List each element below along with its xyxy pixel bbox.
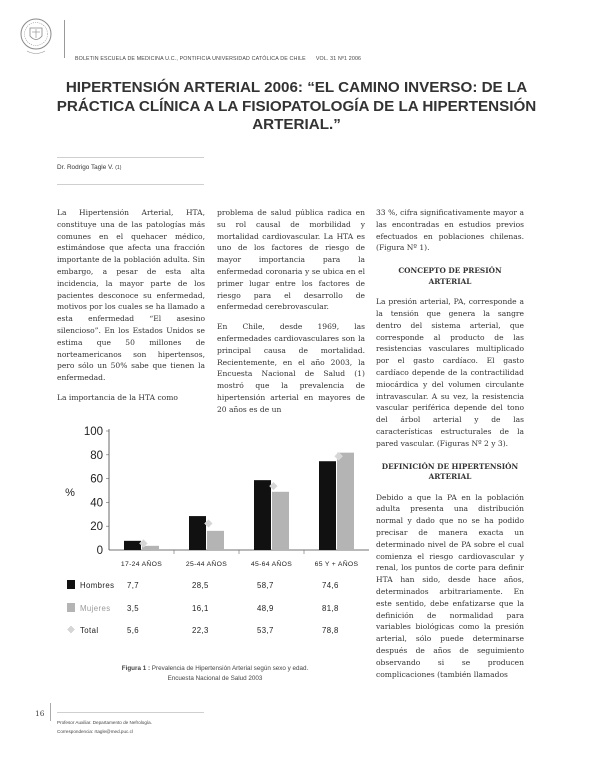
body-column-1: [57, 207, 205, 412]
page-number: 16: [35, 709, 45, 718]
caption-label: Figura 1 :: [121, 665, 151, 672]
bar-mujeres: [207, 531, 224, 550]
figure-caption: [100, 664, 330, 683]
section-heading: CONCEPTO DE PRESIÓN ARTERIAL: [398, 266, 502, 286]
y-tick-label: 60: [90, 473, 103, 486]
data-table-cell: 5,6: [127, 626, 140, 635]
legend-swatch-mujeres: [67, 603, 75, 612]
caption-text: Prevalencia de Hipertensión Arterial según sexo y edad.: [150, 665, 309, 672]
author-name: Dr. Rodrigo Tagle V.: [57, 164, 114, 171]
legend-marker-total: [68, 626, 75, 633]
data-table-cell: 53,7: [257, 626, 274, 635]
data-table-cell: 58,7: [257, 581, 274, 590]
header-divider: [64, 20, 65, 58]
running-head: [75, 56, 361, 62]
paragraph: problema de salud pública radica en su rol causal de morbilidad y mortalidad cardiovascular. La HTA es uno de los factores de riesgo de mayor importancia para la enfermedad coronaria y se ubica en el primer lugar entre los factores de riesgo para el desarrollo de enfermedad cerebrovascular.: [217, 208, 365, 312]
body-column-2: [217, 207, 365, 424]
author-top-rule: [57, 157, 204, 158]
data-table-cell: 16,1: [192, 604, 209, 613]
data-table-cell: 7,7: [127, 581, 140, 590]
bar-hombres: [254, 480, 271, 550]
university-seal-logo: [19, 17, 53, 57]
data-table-cell: 74,6: [322, 581, 339, 590]
legend-label: Total: [80, 626, 99, 635]
bar-hombres: [319, 461, 336, 550]
footnote-rule: [57, 712, 204, 713]
paragraph: En Chile, desde 1969, las enfermedades cardiovasculares son la principal causa de mortalidad. Recientemente, en el año 2003, la Encuesta Nacional de Salud (1) mostró que la prevalencia de hipertensión arterial en mayores de 20 años es de un: [217, 322, 365, 414]
footnote-correspondence: Correspondencia: rtagle@med.puc.cl: [57, 729, 133, 734]
data-table-cell: 48,9: [257, 604, 274, 613]
legend-label: Hombres: [80, 581, 115, 590]
bar-mujeres: [337, 453, 354, 550]
footnote-affiliation: Profesor Auxiliar. Departamento de Nefrología.: [57, 720, 152, 725]
y-tick-label: 100: [83, 426, 103, 438]
x-tick-label: 25-44 AÑOS: [185, 561, 228, 568]
author-ref: (1): [115, 165, 122, 171]
volume-info: VOL. 31 Nº1 2006: [315, 56, 362, 62]
data-table-cell: 3,5: [127, 604, 140, 613]
article-title: HIPERTENSIÓN ARTERIAL 2006: “EL CAMINO INVERSO: DE LA PRÁCTICA CLÍNICA A LA FISIOPATOLOGÍA DE LA HIPERTENSIÓN ARTERIAL.”: [56, 79, 537, 133]
author-bottom-rule: [57, 184, 204, 185]
bar-hombres: [189, 516, 206, 550]
bar-hombres: [124, 541, 141, 550]
x-tick-label: 65 Y + AÑOS: [314, 561, 359, 568]
y-axis-label: %: [65, 487, 75, 499]
y-tick-label: 80: [90, 449, 103, 462]
paragraph: 33 %, cifra significativamente mayor a las encontradas en estudios previos efectuados en poblaciones chilenas. (Figura Nº 1).: [376, 208, 524, 253]
x-tick-label: 17-24 AÑOS: [120, 561, 163, 568]
caption-line-2: Encuesta Nacional de Salud 2003: [167, 674, 263, 682]
paragraph: Debido a que la PA en la población adulta presenta una distribución normal y dado que no se ha podido precisar de manera exacta un determinado nivel de PA sobre el cual comienza el riesgo cardiovascular y renal, los puntos de corte para definir HTA han sido, desde hace años, determinados arbitrariamente. En este sentido, debe enfatizarse que la definición de normalidad para variables biológicas como la presión arterial, sólo puede determinarse después de años de seguimiento observando si se producen complicaciones (también llamados: [376, 492, 524, 679]
y-tick-label: 40: [90, 497, 103, 510]
y-tick-label: 0: [96, 545, 103, 557]
x-tick-label: 45-64 AÑOS: [250, 561, 293, 568]
paragraph: La Hipertensión Arterial, HTA, constituye una de las patologías más comunes en el quehacer médico, estimándose que afecta una fracción importante de la población adulta. Sin embargo, a pesar de esta alta incidencia, la mayor parte de los pacientes desconoce su enfermedad, motivos por los cuales se ha llamado a esta enfermedad “El asesino silencioso”. En los Estados Unidos se estima que 50 millones de norteamericanos son hipertensos, pero sólo un 50% sabe que tienen la enfermedad.: [57, 208, 205, 383]
data-table-cell: 81,8: [322, 604, 339, 613]
data-table-cell: 78,8: [322, 626, 339, 635]
bar-mujeres: [272, 492, 289, 550]
figure-1-chart: [55, 420, 375, 652]
paragraph: La importancia de la HTA como: [57, 392, 178, 402]
data-table-cell: 22,3: [192, 626, 209, 635]
footer-divider: [50, 703, 51, 721]
author-line: [57, 164, 121, 171]
body-column-3: [376, 207, 524, 688]
bar-chart: [55, 420, 375, 652]
data-table-cell: 28,5: [192, 581, 209, 590]
section-heading: DEFINICIÓN DE HIPERTENSIÓN ARTERIAL: [381, 461, 519, 482]
y-tick-label: 20: [90, 521, 103, 534]
journal-name: BOLETIN ESCUELA DE MEDICINA U.C., PONTIFICIA UNIVERSIDAD CATÓLICA DE CHILE: [75, 56, 306, 62]
paragraph: La presión arterial, PA, corresponde a la tensión que genera la sangre dentro del sistema arterial, que corresponde al producto de las resistencias vasculares multiplicado por el gasto cardíaco. El gasto cardíaco depende de la contractilidad miocárdica y del volumen circulante intravascular. A su vez, la resistencia vascular periférica depende del tono del árbol arterial y de las características estructurales de la pared vascular. (Figuras Nº 2 y 3).: [376, 297, 524, 448]
legend-swatch-hombres: [67, 580, 75, 589]
legend-label: Mujeres: [80, 604, 111, 613]
